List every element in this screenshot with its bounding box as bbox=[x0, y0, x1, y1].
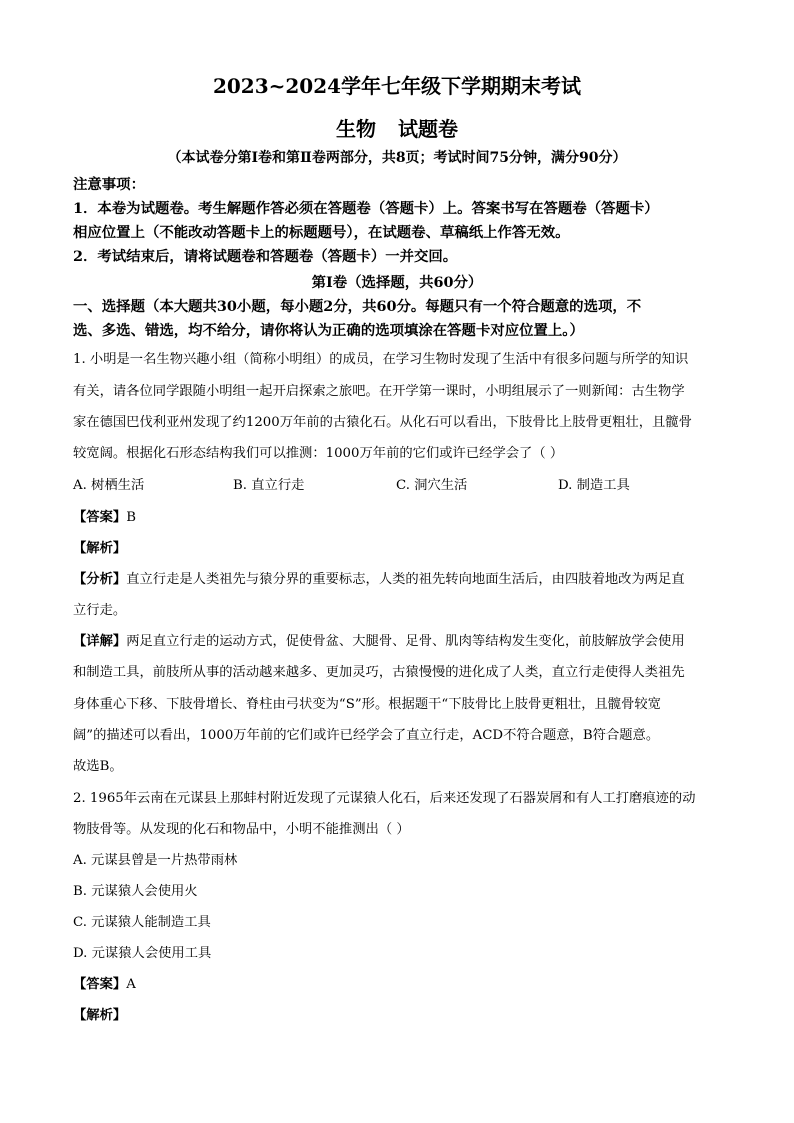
q1-option-a: A. 树栖生活 bbox=[73, 478, 145, 493]
q2-option-c: C. 元谋猿人能制造工具 bbox=[73, 915, 211, 930]
subject-name: 生物 bbox=[336, 117, 376, 141]
subject-title bbox=[0, 113, 794, 142]
notice-item-2: 2．考试结束后，请将试题卷和答题卷（答题卡）一并交回。 bbox=[73, 248, 458, 265]
q1-detail-line-1 bbox=[73, 630, 685, 649]
q1-detail-text-1: 两足直立行走的运动方式，促使骨盆、大腿骨、足骨、肌肉等结构发生变化，前肢解放学会使用 bbox=[126, 634, 685, 649]
q1-stem-line-2: 有关，请各位同学跟随小明组一起开启探索之旅吧。在开学第一课时，小明组展示了一则新闻：古生物学 bbox=[73, 384, 685, 399]
q2-answer-value: A bbox=[126, 977, 136, 992]
q1-detail-line-4: 阔”的描述可以看出，1000万年前的它们或许已经学会了直立行走，ACD不符合题意，B符合题意。 bbox=[73, 728, 660, 743]
q2-option-d: D. 元谋猿人会使用工具 bbox=[73, 946, 212, 961]
q1-stem-line-1: 1. 小明是一名生物兴趣小组（简称小明组）的成员，在学习生物时发现了生活中有很多问题与所学的知识 bbox=[73, 352, 689, 367]
q2-option-b: B. 元谋猿人会使用火 bbox=[73, 884, 198, 899]
q1-fenxi-text-1: 直立行走是人类祖先与猿分界的重要标志，人类的祖先转向地面生活后，由四肢着地改为两足直 bbox=[126, 572, 685, 587]
q2-stem-line-1: 2. 1965年云南在元谋县上那蚌村附近发现了元谋猿人化石，后来还发现了石器炭屑和有人工打磨痕迹的动 bbox=[73, 791, 696, 806]
q1-option-c: C. 洞穴生活 bbox=[396, 478, 468, 493]
section-intro-line-1: 一、选择题（本大题共30小题，每小题2分，共60分。每题只有一个符合题意的选项，不 bbox=[73, 298, 642, 315]
q1-detail-line-5: 故选B。 bbox=[73, 759, 123, 774]
q1-option-d: D. 制造工具 bbox=[558, 478, 630, 493]
notice-item-1-line-1: 1．本卷为试题卷。考生解题作答必须在答题卷（答题卡）上。答案书写在答题卷（答题卡） bbox=[73, 200, 659, 217]
q1-fenxi-line-1 bbox=[73, 568, 685, 587]
section-title: 第Ⅰ卷（选择题，共60分） bbox=[311, 274, 483, 291]
section-intro-line-2: 选、多选、错选，均不给分，请你将认为正确的选项填涂在答题卡对应位置上。） bbox=[73, 322, 584, 339]
q1-fenxi-tag: 【分析】 bbox=[73, 572, 127, 587]
q1-detail-tag: 【详解】 bbox=[73, 634, 127, 649]
q2-answer bbox=[73, 973, 136, 992]
q1-stem-line-4: 较宽阔。根据化石形态结构我们可以推测：1000万年前的它们或许已经学会了（ ） bbox=[73, 446, 564, 461]
q1-fenxi-line-2: 立行走。 bbox=[73, 603, 127, 618]
q1-detail-line-2: 和制造工具，前肢所从事的活动越来越多、更加灵巧，古猿慢慢的进化成了人类，直立行走使得人类祖先 bbox=[73, 665, 685, 680]
exam-info: （本试卷分第Ⅰ卷和第Ⅱ卷两部分，共8页；考试时间75分钟，满分90分） bbox=[167, 150, 627, 166]
exam-title: 2023~2024学年七年级下学期期末考试 bbox=[212, 74, 582, 98]
notice-heading: 注意事项： bbox=[73, 176, 145, 193]
q1-detail-line-3: 身体重心下移、下肢骨增长、脊柱由弓状变为“S”形。根据题干“下肢骨比上肢骨更粗壮，且髋骨较宽 bbox=[73, 697, 661, 712]
q1-answer bbox=[73, 506, 136, 525]
q2-answer-tag: 【答案】 bbox=[73, 977, 127, 992]
paper-name: 试题卷 bbox=[398, 117, 458, 141]
q2-option-a: A. 元谋县曾是一片热带雨林 bbox=[73, 853, 238, 868]
q2-stem-line-2: 物肢骨等。从发现的化石和物品中，小明不能推测出（ ） bbox=[73, 822, 410, 837]
notice-item-1-line-2: 相应位置上（不能改动答题卡上的标题题号），在试题卷、草稿纸上作答无效。 bbox=[73, 224, 570, 241]
q1-analysis-tag: 【解析】 bbox=[73, 541, 127, 556]
q1-stem-line-3: 家在德国巴伐利亚州发现了约1200万年前的古猿化石。从化石可以看出，下肢骨比上肢骨更粗壮，且髋骨 bbox=[73, 415, 692, 430]
q1-answer-tag: 【答案】 bbox=[73, 510, 127, 525]
q1-option-b: B. 直立行走 bbox=[233, 478, 305, 493]
q1-answer-value: B bbox=[126, 510, 136, 525]
q2-analysis-tag: 【解析】 bbox=[73, 1008, 127, 1023]
